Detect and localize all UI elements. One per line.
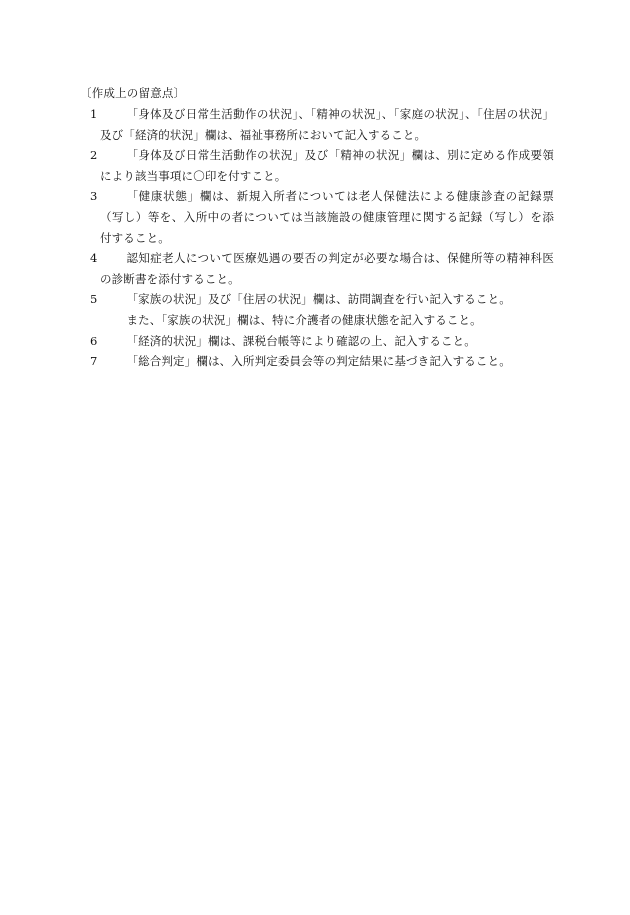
note-number: 7	[90, 354, 98, 369]
note-text: 「健康状態」欄は、新規入所者については老人保健法による健康診査の記録票（写し）等を、入所中の者については当該施設の健康管理に関する記録（写し）を添付すること。	[100, 189, 554, 245]
note-item-7	[80, 351, 554, 372]
note-number: 6	[90, 333, 98, 348]
note-item-5	[80, 289, 554, 330]
note-text: 「総合判定」欄は、入所判定委員会等の判定結果に基づき記入すること。	[126, 354, 511, 369]
note-text: 認知症老人について医療処遇の要否の判定が必要な場合は、保健所等の精神科医の診断書を添付すること。	[100, 251, 554, 286]
section-heading: 〔作成上の留意点〕	[80, 86, 186, 100]
note-item-6	[80, 331, 554, 352]
note-item-4	[80, 248, 554, 289]
note-text-continuation: また、「家族の状況」欄は、特に介護者の健康状態を記入すること。	[126, 312, 482, 327]
note-item-1	[80, 104, 554, 145]
note-number: 4	[90, 251, 98, 266]
notes-list	[80, 104, 554, 372]
note-number: 3	[90, 189, 98, 204]
note-number: 1	[90, 107, 98, 121]
note-number: 5	[90, 292, 98, 307]
note-item-2	[80, 145, 554, 186]
note-item-3	[80, 186, 554, 248]
note-text: 「家族の状況」及び「住居の状況」欄は、訪問調査を行い記入すること。	[126, 292, 511, 307]
note-text: 「身体及び日常生活動作の状況」、「精神の状況」、「家庭の状況」、「住居の状況」及び「経済的状況」欄は、福祉事務所において記入すること。	[100, 107, 554, 142]
note-text: 「経済的状況」欄は、課税台帳等により確認の上、記入すること。	[126, 333, 476, 348]
note-text: 「身体及び日常生活動作の状況」及び「精神の状況」欄は、別に定める作成要領により該当事項に〇印を付すこと。	[100, 148, 554, 183]
note-number: 2	[90, 148, 98, 163]
